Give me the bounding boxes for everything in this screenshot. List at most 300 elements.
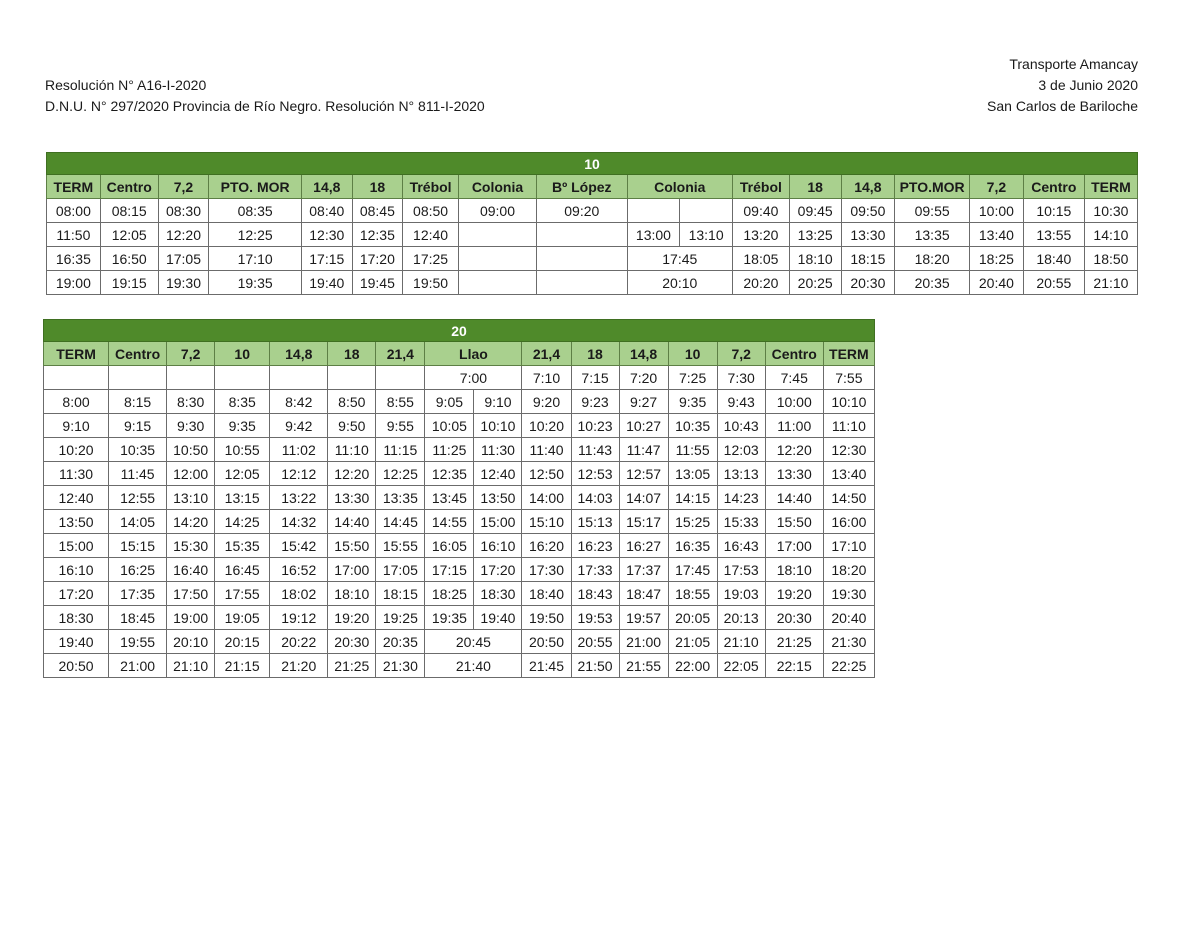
time-cell: 21:50 — [571, 654, 619, 678]
time-cell: 9:20 — [522, 390, 571, 414]
time-cell: 10:20 — [44, 438, 109, 462]
time-cell — [536, 271, 627, 295]
time-cell: 18:05 — [732, 247, 789, 271]
time-cell: 13:50 — [474, 486, 522, 510]
time-cell: 10:30 — [1084, 199, 1137, 223]
time-cell — [270, 366, 328, 390]
line-number-title: 10 — [47, 153, 1138, 175]
time-cell: 8:55 — [376, 390, 425, 414]
time-cell: 12:30 — [302, 223, 353, 247]
time-cell: 19:35 — [209, 271, 302, 295]
time-cell: 12:20 — [765, 438, 823, 462]
time-cell: 8:35 — [215, 390, 270, 414]
time-cell: 18:15 — [376, 582, 425, 606]
time-cell: 8:42 — [270, 390, 328, 414]
time-cell: 8:15 — [109, 390, 167, 414]
time-cell: 13:35 — [895, 223, 970, 247]
stop-header: 18 — [789, 175, 841, 199]
time-cell: 17:50 — [167, 582, 215, 606]
time-cell: 12:35 — [425, 462, 474, 486]
time-cell: 12:50 — [522, 462, 571, 486]
table-row — [44, 630, 875, 654]
time-cell: 16:23 — [571, 534, 619, 558]
time-cell: 12:35 — [352, 223, 403, 247]
stop-header: TERM — [47, 175, 101, 199]
document-header-right — [987, 54, 1138, 117]
time-cell: 19:20 — [765, 582, 823, 606]
time-cell: 12:05 — [100, 223, 158, 247]
time-cell: 13:25 — [789, 223, 841, 247]
time-cell: 8:30 — [167, 390, 215, 414]
stop-header: 7,2 — [158, 175, 209, 199]
time-cell: 15:55 — [376, 534, 425, 558]
table-row — [44, 558, 875, 582]
time-cell: 21:00 — [619, 630, 668, 654]
time-cell: 21:10 — [167, 654, 215, 678]
time-cell: 13:45 — [425, 486, 474, 510]
time-cell: 9:42 — [270, 414, 328, 438]
time-cell — [536, 223, 627, 247]
time-cell: 13:35 — [376, 486, 425, 510]
time-cell: 09:20 — [536, 199, 627, 223]
time-cell: 21:00 — [109, 654, 167, 678]
time-cell: 20:10 — [627, 271, 732, 295]
time-cell: 13:30 — [328, 486, 376, 510]
time-cell: 10:35 — [109, 438, 167, 462]
time-cell: 17:20 — [474, 558, 522, 582]
time-cell: 08:00 — [47, 199, 101, 223]
time-cell: 09:00 — [459, 199, 537, 223]
time-cell: 15:30 — [167, 534, 215, 558]
table-row — [44, 366, 875, 390]
time-cell: 09:55 — [895, 199, 970, 223]
table-row — [44, 438, 875, 462]
table-row — [44, 390, 875, 414]
company-name: Transporte Amancay — [1009, 56, 1138, 72]
stop-header: Centro — [100, 175, 158, 199]
time-cell: 08:35 — [209, 199, 302, 223]
time-cell: 17:25 — [403, 247, 459, 271]
time-cell: 17:55 — [215, 582, 270, 606]
stop-header: 18 — [328, 342, 376, 366]
time-cell — [627, 199, 680, 223]
time-cell — [167, 366, 215, 390]
stop-header: TERM — [1084, 175, 1137, 199]
time-cell: 16:50 — [100, 247, 158, 271]
time-cell: 14:25 — [215, 510, 270, 534]
time-cell: 11:50 — [47, 223, 101, 247]
time-cell: 19:15 — [100, 271, 158, 295]
time-cell: 17:20 — [352, 247, 403, 271]
time-cell: 14:32 — [270, 510, 328, 534]
time-cell: 14:15 — [668, 486, 717, 510]
time-cell: 13:40 — [823, 462, 874, 486]
time-cell: 9:10 — [44, 414, 109, 438]
time-cell: 19:35 — [425, 606, 474, 630]
stop-header: Trébol — [403, 175, 459, 199]
time-cell: 18:30 — [474, 582, 522, 606]
time-cell: 15:15 — [109, 534, 167, 558]
time-cell — [459, 223, 537, 247]
table-row — [44, 582, 875, 606]
time-cell: 10:20 — [522, 414, 571, 438]
time-cell: 09:40 — [732, 199, 789, 223]
time-cell: 10:55 — [215, 438, 270, 462]
time-cell: 12:40 — [474, 462, 522, 486]
table-row — [44, 414, 875, 438]
time-cell: 15:50 — [328, 534, 376, 558]
time-cell: 19:30 — [823, 582, 874, 606]
stop-header: Llao — [425, 342, 522, 366]
resolution-line: Resolución N° A16-I-2020 — [45, 77, 207, 93]
time-cell: 16:00 — [823, 510, 874, 534]
time-cell: 13:50 — [44, 510, 109, 534]
schedule-table-line-20 — [43, 319, 875, 678]
time-cell: 08:40 — [302, 199, 353, 223]
time-cell: 19:03 — [717, 582, 765, 606]
time-cell: 11:30 — [474, 438, 522, 462]
time-cell: 19:05 — [215, 606, 270, 630]
time-cell: 17:00 — [765, 534, 823, 558]
time-cell: 18:30 — [44, 606, 109, 630]
time-cell: 21:45 — [522, 654, 571, 678]
time-cell: 14:50 — [823, 486, 874, 510]
time-cell: 14:05 — [109, 510, 167, 534]
time-cell: 10:27 — [619, 414, 668, 438]
time-cell: 10:35 — [668, 414, 717, 438]
time-cell: 15:00 — [474, 510, 522, 534]
stop-header: 7,2 — [970, 175, 1024, 199]
time-cell — [109, 366, 167, 390]
time-cell: 7:25 — [668, 366, 717, 390]
time-cell: 13:20 — [732, 223, 789, 247]
stop-header: PTO. MOR — [209, 175, 302, 199]
time-cell: 14:20 — [167, 510, 215, 534]
time-cell: 14:23 — [717, 486, 765, 510]
time-cell: 12:03 — [717, 438, 765, 462]
time-cell: 12:20 — [328, 462, 376, 486]
time-cell: 22:05 — [717, 654, 765, 678]
time-cell: 08:45 — [352, 199, 403, 223]
time-cell: 19:50 — [522, 606, 571, 630]
time-cell: 15:00 — [44, 534, 109, 558]
time-cell: 15:33 — [717, 510, 765, 534]
time-cell: 17:15 — [302, 247, 353, 271]
time-cell: 13:13 — [717, 462, 765, 486]
time-cell: 15:13 — [571, 510, 619, 534]
time-cell: 20:50 — [522, 630, 571, 654]
time-cell: 12:53 — [571, 462, 619, 486]
time-cell: 14:40 — [765, 486, 823, 510]
time-cell: 7:15 — [571, 366, 619, 390]
time-cell: 21:15 — [215, 654, 270, 678]
time-cell: 19:12 — [270, 606, 328, 630]
time-cell: 20:55 — [1023, 271, 1084, 295]
time-cell: 17:45 — [627, 247, 732, 271]
time-cell: 11:30 — [44, 462, 109, 486]
time-cell: 20:05 — [668, 606, 717, 630]
time-cell: 18:40 — [522, 582, 571, 606]
time-cell: 11:00 — [765, 414, 823, 438]
stop-header: 14,8 — [841, 175, 895, 199]
time-cell: 21:30 — [376, 654, 425, 678]
time-cell: 16:05 — [425, 534, 474, 558]
stop-header: Colonia — [627, 175, 732, 199]
document-header-left — [45, 75, 485, 117]
time-cell: 19:50 — [403, 271, 459, 295]
time-cell: 16:40 — [167, 558, 215, 582]
time-cell: 21:30 — [823, 630, 874, 654]
time-cell: 9:23 — [571, 390, 619, 414]
time-cell: 7:55 — [823, 366, 874, 390]
time-cell: 21:05 — [668, 630, 717, 654]
time-cell: 12:25 — [376, 462, 425, 486]
time-cell: 12:20 — [158, 223, 209, 247]
time-cell: 17:10 — [209, 247, 302, 271]
stop-header: PTO.MOR — [895, 175, 970, 199]
time-cell — [328, 366, 376, 390]
time-cell: 22:00 — [668, 654, 717, 678]
time-cell: 18:15 — [841, 247, 895, 271]
time-cell: 14:55 — [425, 510, 474, 534]
time-cell: 17:15 — [425, 558, 474, 582]
time-cell: 21:40 — [425, 654, 522, 678]
time-cell: 14:00 — [522, 486, 571, 510]
time-cell: 13:22 — [270, 486, 328, 510]
line-number-title: 20 — [44, 320, 875, 342]
time-cell: 19:00 — [47, 271, 101, 295]
time-cell: 20:35 — [895, 271, 970, 295]
stop-header-row — [47, 175, 1138, 199]
schedule-table-line-10 — [46, 152, 1138, 295]
stop-header: Centro — [765, 342, 823, 366]
time-cell: 7:00 — [425, 366, 522, 390]
time-cell: 17:00 — [328, 558, 376, 582]
time-cell: 11:40 — [522, 438, 571, 462]
time-cell: 9:35 — [215, 414, 270, 438]
time-cell: 17:53 — [717, 558, 765, 582]
time-cell: 17:05 — [376, 558, 425, 582]
time-cell: 15:10 — [522, 510, 571, 534]
time-cell: 19:00 — [167, 606, 215, 630]
time-cell: 22:25 — [823, 654, 874, 678]
time-cell: 10:10 — [474, 414, 522, 438]
time-cell: 16:10 — [474, 534, 522, 558]
table-title-row — [44, 320, 875, 342]
time-cell: 19:40 — [302, 271, 353, 295]
stop-header: 7,2 — [717, 342, 765, 366]
time-cell: 11:02 — [270, 438, 328, 462]
time-cell: 17:10 — [823, 534, 874, 558]
time-cell: 14:40 — [328, 510, 376, 534]
time-cell: 22:15 — [765, 654, 823, 678]
stop-header: 21,4 — [376, 342, 425, 366]
time-cell: 20:40 — [970, 271, 1024, 295]
time-cell: 12:05 — [215, 462, 270, 486]
time-cell: 9:05 — [425, 390, 474, 414]
time-cell: 13:30 — [765, 462, 823, 486]
stop-header: 18 — [352, 175, 403, 199]
time-cell: 14:03 — [571, 486, 619, 510]
time-cell: 10:15 — [1023, 199, 1084, 223]
time-cell: 18:55 — [668, 582, 717, 606]
stop-header: TERM — [823, 342, 874, 366]
time-cell: 20:20 — [732, 271, 789, 295]
table-row — [44, 534, 875, 558]
time-cell: 16:25 — [109, 558, 167, 582]
time-cell: 16:45 — [215, 558, 270, 582]
table-row — [47, 223, 1138, 247]
time-cell: 9:10 — [474, 390, 522, 414]
time-cell: 7:30 — [717, 366, 765, 390]
time-cell: 08:30 — [158, 199, 209, 223]
time-cell: 17:35 — [109, 582, 167, 606]
stop-header: Centro — [109, 342, 167, 366]
time-cell: 19:30 — [158, 271, 209, 295]
time-cell: 19:53 — [571, 606, 619, 630]
time-cell: 12:40 — [403, 223, 459, 247]
time-cell: 9:43 — [717, 390, 765, 414]
stop-header: 14,8 — [270, 342, 328, 366]
time-cell: 21:55 — [619, 654, 668, 678]
time-cell: 11:15 — [376, 438, 425, 462]
time-cell: 9:35 — [668, 390, 717, 414]
table-row — [47, 271, 1138, 295]
time-cell: 12:57 — [619, 462, 668, 486]
time-cell: 20:55 — [571, 630, 619, 654]
time-cell: 09:45 — [789, 199, 841, 223]
table-row — [44, 654, 875, 678]
time-cell: 12:12 — [270, 462, 328, 486]
time-cell: 18:02 — [270, 582, 328, 606]
stop-header: Bº López — [536, 175, 627, 199]
time-cell: 17:20 — [44, 582, 109, 606]
time-cell: 19:25 — [376, 606, 425, 630]
time-cell: 16:20 — [522, 534, 571, 558]
time-cell: 11:47 — [619, 438, 668, 462]
time-cell: 16:27 — [619, 534, 668, 558]
time-cell: 7:45 — [765, 366, 823, 390]
time-cell: 18:20 — [895, 247, 970, 271]
time-cell: 18:25 — [425, 582, 474, 606]
time-cell: 9:55 — [376, 414, 425, 438]
time-cell: 10:50 — [167, 438, 215, 462]
time-cell — [459, 271, 537, 295]
time-cell: 10:00 — [765, 390, 823, 414]
time-cell: 08:50 — [403, 199, 459, 223]
time-cell: 20:50 — [44, 654, 109, 678]
time-cell: 10:23 — [571, 414, 619, 438]
time-cell: 11:25 — [425, 438, 474, 462]
table-title-row — [47, 153, 1138, 175]
time-cell: 17:05 — [158, 247, 209, 271]
time-cell: 21:25 — [765, 630, 823, 654]
time-cell — [680, 199, 733, 223]
time-cell: 19:20 — [328, 606, 376, 630]
time-cell: 12:00 — [167, 462, 215, 486]
time-cell: 16:43 — [717, 534, 765, 558]
time-cell: 18:20 — [823, 558, 874, 582]
time-cell: 9:15 — [109, 414, 167, 438]
decree-line: D.N.U. N° 297/2020 Provincia de Río Negro. Resolución N° 811-I-2020 — [45, 98, 485, 114]
time-cell: 8:50 — [328, 390, 376, 414]
time-cell: 11:10 — [823, 414, 874, 438]
time-cell: 14:45 — [376, 510, 425, 534]
time-cell: 18:40 — [1023, 247, 1084, 271]
time-cell: 18:43 — [571, 582, 619, 606]
time-cell: 14:10 — [1084, 223, 1137, 247]
time-cell: 17:37 — [619, 558, 668, 582]
time-cell: 20:30 — [841, 271, 895, 295]
time-cell: 21:10 — [1084, 271, 1137, 295]
table-row — [47, 199, 1138, 223]
time-cell: 12:25 — [209, 223, 302, 247]
stop-header: 18 — [571, 342, 619, 366]
time-cell: 10:00 — [970, 199, 1024, 223]
table-row — [44, 606, 875, 630]
stop-header-row — [44, 342, 875, 366]
time-cell: 20:13 — [717, 606, 765, 630]
time-cell: 15:35 — [215, 534, 270, 558]
stop-header: Trébol — [732, 175, 789, 199]
time-cell: 13:00 — [627, 223, 680, 247]
time-cell: 11:45 — [109, 462, 167, 486]
time-cell: 7:10 — [522, 366, 571, 390]
time-cell — [215, 366, 270, 390]
stop-header: Centro — [1023, 175, 1084, 199]
time-cell: 20:30 — [765, 606, 823, 630]
time-cell: 16:35 — [47, 247, 101, 271]
stop-header: 7,2 — [167, 342, 215, 366]
time-cell: 11:55 — [668, 438, 717, 462]
time-cell: 13:15 — [215, 486, 270, 510]
time-cell: 9:50 — [328, 414, 376, 438]
time-cell: 13:55 — [1023, 223, 1084, 247]
time-cell: 20:22 — [270, 630, 328, 654]
time-cell — [376, 366, 425, 390]
time-cell: 17:45 — [668, 558, 717, 582]
time-cell: 14:07 — [619, 486, 668, 510]
time-cell: 17:30 — [522, 558, 571, 582]
time-cell: 09:50 — [841, 199, 895, 223]
time-cell: 19:40 — [474, 606, 522, 630]
time-cell: 15:50 — [765, 510, 823, 534]
time-cell: 19:45 — [352, 271, 403, 295]
time-cell: 19:40 — [44, 630, 109, 654]
time-cell: 21:20 — [270, 654, 328, 678]
time-cell: 20:10 — [167, 630, 215, 654]
time-cell — [44, 366, 109, 390]
document-date: 3 de Junio 2020 — [1038, 77, 1138, 93]
time-cell: 12:40 — [44, 486, 109, 510]
time-cell: 12:30 — [823, 438, 874, 462]
time-cell: 11:43 — [571, 438, 619, 462]
table-row — [47, 247, 1138, 271]
time-cell: 13:10 — [167, 486, 215, 510]
time-cell: 13:30 — [841, 223, 895, 247]
time-cell: 11:10 — [328, 438, 376, 462]
stop-header: 10 — [668, 342, 717, 366]
time-cell: 18:47 — [619, 582, 668, 606]
time-cell: 18:10 — [328, 582, 376, 606]
time-cell: 18:10 — [789, 247, 841, 271]
time-cell: 08:15 — [100, 199, 158, 223]
time-cell: 13:05 — [668, 462, 717, 486]
stop-header: Colonia — [459, 175, 537, 199]
table-row — [44, 510, 875, 534]
time-cell — [536, 247, 627, 271]
time-cell: 10:05 — [425, 414, 474, 438]
